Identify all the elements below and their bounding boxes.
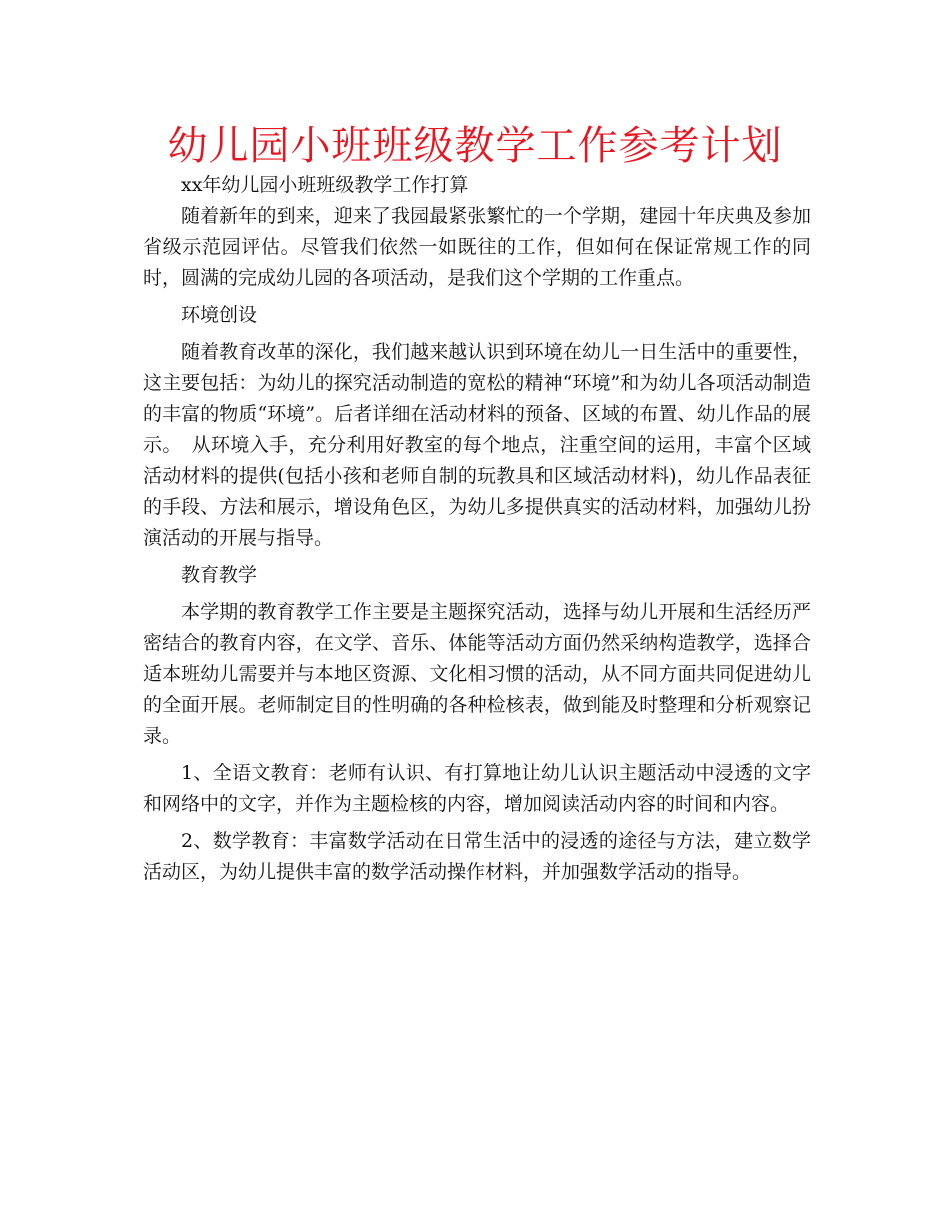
intro-paragraph: 随着新年的到来，迎来了我园最紧张繁忙的一个学期，建园十年庆典及参加省级示范园评估。尽管我们依然一如既往的工作，但如何在保证常规工作的同时，圆满的完成幼儿园的各项活动，是我们这个学期的工作重点。 [143,205,811,289]
education-paragraph: 本学期的教育教学工作主要是主题探究活动，选择与幼儿开展和生活经历严密结合的教育内容，在文学、音乐、体能等活动方面仍然采纳构造教学，选择合适本班幼儿需要并与本地区资源、文化相习惯的活动，从不同方面共同促进幼儿的全面开展。老师制定目的性明确的各种检核表，做到能及时整理和分析观察记录。 [143,601,811,747]
language-education-paragraph: 1、全语文教育：老师有认识、有打算地让幼儿认识主题活动中浸透的文字和网络中的文字，并作为主题检核的内容，增加阅读活动内容的时间和内容。 [143,762,811,815]
environment-paragraph: 随着教育改革的深化，我们越来越认识到环境在幼儿一日生活中的重要性，这主要包括：为幼儿的探究活动制造的宽松的精神“环境”和为幼儿各项活动制造的丰富的物质“环境”。后者详细在活动材料的预备、区域的布置、幼儿作品的展示。 从环境入手，充分利用好教室的每个地点，注重空间的运用，丰富个区域活动材料的提供(包括小孩和老师自制的玩教具和区域活动材料)，幼儿作品表征的手段、方法和展示，增设角色区，为幼儿多提供真实的活动材料，加强幼儿扮演活动的开展与指导。 [143,341,811,549]
section-heading-environment: 环境创设 [181,304,258,326]
document-body [143,170,811,888]
section-heading-education: 教育教学 [181,564,258,586]
document-title: 幼儿园小班班级教学工作参考计划 [167,123,783,169]
math-education-paragraph: 2、数学教育：丰富数学活动在日常生活中的浸透的途径与方法，建立数学活动区，为幼儿提供丰富的数学活动操作材料，并加强数学活动的指导。 [143,830,811,883]
plan-subtitle: xx年幼儿园小班班级教学工作打算 [181,174,469,196]
